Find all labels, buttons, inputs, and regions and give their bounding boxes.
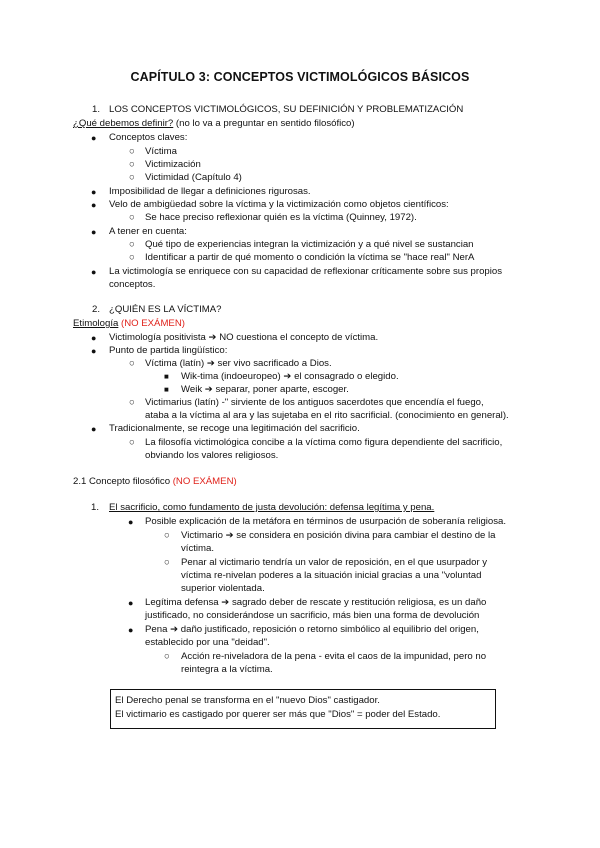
section1-question-note: (no lo va a preguntar en sentido filosófico) — [173, 118, 355, 129]
list-item: Legítima defensa ➔ sagrado deber de rescate y restitución religiosa, es un daño — [145, 597, 487, 608]
bullet-disc-icon: ● — [91, 424, 97, 434]
bullet-circle-icon: ○ — [129, 397, 135, 408]
bullet-circle-icon: ○ — [164, 557, 170, 568]
section21-heading-line — [73, 476, 237, 488]
section21-heading: 2.1 Concepto filosófico — [73, 476, 171, 487]
bullet-circle-icon: ○ — [129, 239, 135, 250]
list-item: Victimidad (Capítulo 4) — [145, 172, 242, 183]
page-title: CAPÍTULO 3: CONCEPTOS VICTIMOLÓGICOS BÁSICOS — [130, 70, 470, 84]
bullet-circle-icon: ○ — [164, 530, 170, 541]
list-item: superior violentada. — [181, 583, 265, 594]
list-item: Wik-tima (indoeuropeo) ➔ el consagrado o elegido. — [181, 371, 399, 382]
summary-box-line: El Derecho penal se transforma en el "nuevo Dios" castigador. — [115, 695, 380, 706]
etymology-label: Etimología — [73, 318, 119, 329]
bullet-disc-icon: ● — [91, 200, 97, 210]
list-item: La filosofía victimológica concibe a la víctima como figura dependiente del sacrificio, — [145, 437, 503, 448]
bullet-disc-icon: ● — [128, 625, 134, 635]
bullet-circle-icon: ○ — [129, 358, 135, 369]
list-item: Victimario ➔ se considera en posición divina para cambiar el destino de la — [181, 530, 496, 541]
list-item: Víctima (latín) ➔ ser vivo sacrificado a Dios. — [145, 358, 332, 369]
list-item: A tener en cuenta: — [109, 226, 187, 237]
list-item: Pena ➔ daño justificado, reposición o retorno simbólico al equilibrio del origen, — [145, 624, 479, 635]
list-item: Penar al victimario tendría un valor de reposición, en el que usurpador y — [181, 557, 488, 568]
list-item: establecido por una "deidad". — [145, 637, 270, 648]
list-item: conceptos. — [109, 279, 156, 290]
etymology-line — [73, 318, 185, 330]
list-item: Qué tipo de experiencias integran la victimización y a qué nivel se sustancian — [145, 239, 474, 250]
bullet-disc-icon: ● — [128, 598, 134, 608]
list-item: Posible explicación de la metáfora en términos de usurpación de soberanía religiosa. — [145, 516, 507, 527]
bullet-disc-icon: ● — [91, 267, 97, 277]
bullet-circle-icon: ○ — [129, 146, 135, 157]
list-item: Weik ➔ separar, poner aparte, escoger. — [181, 384, 349, 395]
bullet-circle-icon: ○ — [129, 159, 135, 170]
etymology-note: (NO EXÁMEN) — [118, 318, 185, 329]
list-item: La victimología se enriquece con su capacidad de reflexionar críticamente sobre sus propios — [109, 266, 503, 277]
section1-heading: LOS CONCEPTOS VICTIMOLÓGICOS, SU DEFINICIÓN Y PROBLEMATIZACIÓN — [109, 104, 464, 115]
section21-note: (NO EXÁMEN) — [170, 476, 237, 487]
list-item: Acción re-niveladora de la pena - evita el caos de la impunidad, pero no — [181, 651, 487, 662]
list-item: ataba a la víctima al ara y las sujetaba en el rito sacrificial. (conocimiento en general). — [145, 410, 509, 421]
summary-box-line: El victimario es castigado por querer ser más que "Dios" = poder del Estado. — [115, 709, 441, 720]
section1-question: ¿Qué debemos definir? — [73, 118, 174, 129]
list-item: Velo de ambigüedad sobre la víctima y la victimización como objetos científicos: — [109, 199, 449, 210]
bullet-square-icon: ■ — [164, 385, 169, 394]
list-item: Tradicionalmente, se recoge una legitimación del sacrificio. — [109, 423, 360, 434]
bullet-disc-icon: ● — [91, 133, 97, 143]
bullet-disc-icon: ● — [91, 227, 97, 237]
bullet-square-icon: ■ — [164, 372, 169, 381]
list-item: Victimología positivista ➔ NO cuestiona el concepto de víctima. — [109, 332, 379, 343]
list-item: reintegra a la víctima. — [181, 664, 273, 675]
list-item: justificado, no considerándose un sacrificio, más bien una forma de devolución — [145, 610, 480, 621]
list-item: Imposibilidad de llegar a definiciones rigurosas. — [109, 186, 311, 197]
list-item: Víctima — [145, 146, 177, 157]
list-item: Victimización — [145, 159, 201, 170]
bullet-circle-icon: ○ — [164, 651, 170, 662]
bullet-disc-icon: ● — [91, 187, 97, 197]
list-item: Conceptos claves: — [109, 132, 188, 143]
bullet-disc-icon: ● — [128, 517, 134, 527]
list-item: víctima. — [181, 543, 215, 554]
bullet-circle-icon: ○ — [129, 212, 135, 223]
bullet-circle-icon: ○ — [129, 172, 135, 183]
list-item: Identificar a partir de qué momento o condición la víctima se "hace real" NerA — [145, 252, 475, 263]
list-item: Victimarius (latín) -" sirviente de los antiguos sacerdotes que encendía el fuego, — [145, 397, 484, 408]
section1-question-line — [73, 118, 355, 130]
section2-number: 2. — [92, 304, 101, 315]
bullet-disc-icon: ● — [91, 333, 97, 343]
bullet-circle-icon: ○ — [129, 252, 135, 263]
list-item: víctima re-nivelan poderes a la situación inicial gracias a una "voluntad — [181, 570, 482, 581]
subsection-heading: El sacrificio, como fundamento de justa devolución: defensa legítima y pena. — [109, 502, 435, 513]
section1-number: 1. — [92, 104, 101, 115]
bullet-circle-icon: ○ — [129, 437, 135, 448]
list-item: Se hace preciso reflexionar quién es la víctima (Quinney, 1972). — [145, 212, 417, 223]
bullet-disc-icon: ● — [91, 346, 97, 356]
section2-heading: ¿QUIÉN ES LA VÍCTIMA? — [109, 304, 222, 315]
list-item: obviando los valores religiosos. — [145, 450, 279, 461]
list-item: Punto de partida lingüístico: — [109, 345, 228, 356]
subsection-number: 1. — [91, 502, 100, 513]
summary-box — [110, 689, 496, 729]
